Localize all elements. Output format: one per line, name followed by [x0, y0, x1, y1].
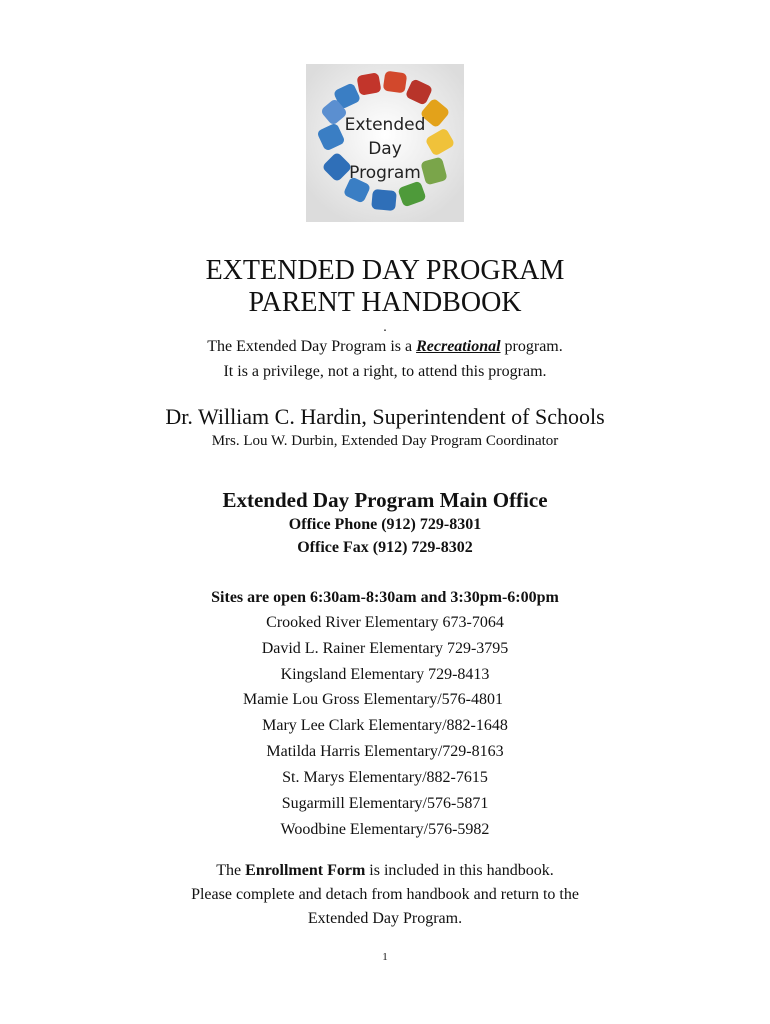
title-separator-dot: .	[383, 320, 387, 335]
extended-day-program-logo	[306, 64, 464, 222]
logo-text-line-3: Program	[349, 163, 421, 183]
recreational-emphasis: Recreational	[416, 338, 501, 355]
logo-text-line-2: Day	[368, 139, 402, 159]
office-fax: Office Fax (912) 729-8302	[297, 539, 473, 556]
title-line-2: PARENT HANDBOOK	[248, 287, 522, 318]
site-list-item: Matilda Harris Elementary/729-8163	[266, 743, 504, 760]
site-list-item: St. Marys Elementary/882-7615	[282, 769, 488, 786]
enrollment-line-1	[0, 862, 770, 880]
site-list-item: Sugarmill Elementary/576-5871	[281, 795, 489, 812]
superintendent-line: Dr. William C. Hardin, Superintendent of Schools	[165, 404, 605, 429]
intro-line-2: It is a privilege, not a right, to attend this program.	[223, 363, 547, 380]
enrollment-line-3: Extended Day Program.	[307, 910, 463, 927]
enrollment-line-1-post: is included in this handbook.	[365, 862, 554, 879]
coordinator-line: Mrs. Lou W. Durbin, Extended Day Program Coordinator	[211, 433, 559, 449]
site-list-item: Woodbine Elementary/576-5982	[280, 821, 490, 838]
intro-line-1	[0, 338, 770, 356]
site-list-item: David L. Rainer Elementary 729-3795	[261, 640, 509, 657]
site-list-item: Mamie Lou Gross Elementary/576-4801	[243, 691, 503, 708]
intro-line-1-pre: The Extended Day Program is a	[207, 338, 417, 355]
site-list-item: Crooked River Elementary 673-7064	[266, 614, 504, 631]
office-phone: Office Phone (912) 729-8301	[288, 516, 482, 533]
site-hours: Sites are open 6:30am-8:30am and 3:30pm-6:00pm	[211, 589, 559, 606]
logo-text-line-1: Extended	[344, 115, 426, 135]
enrollment-line-1-pre: The	[216, 862, 246, 879]
main-office-heading: Extended Day Program Main Office	[222, 488, 548, 512]
site-list-item: Kingsland Elementary 729-8413	[280, 666, 490, 683]
page-number: 1	[382, 951, 388, 963]
intro-line-1-post: program.	[500, 338, 563, 355]
enrollment-line-2: Please complete and detach from handbook and return to the	[191, 886, 579, 903]
site-list-item: Mary Lee Clark Elementary/882-1648	[262, 717, 508, 734]
title-line-1: EXTENDED DAY PROGRAM	[205, 255, 565, 286]
enrollment-form-emphasis: Enrollment Form	[245, 862, 366, 879]
